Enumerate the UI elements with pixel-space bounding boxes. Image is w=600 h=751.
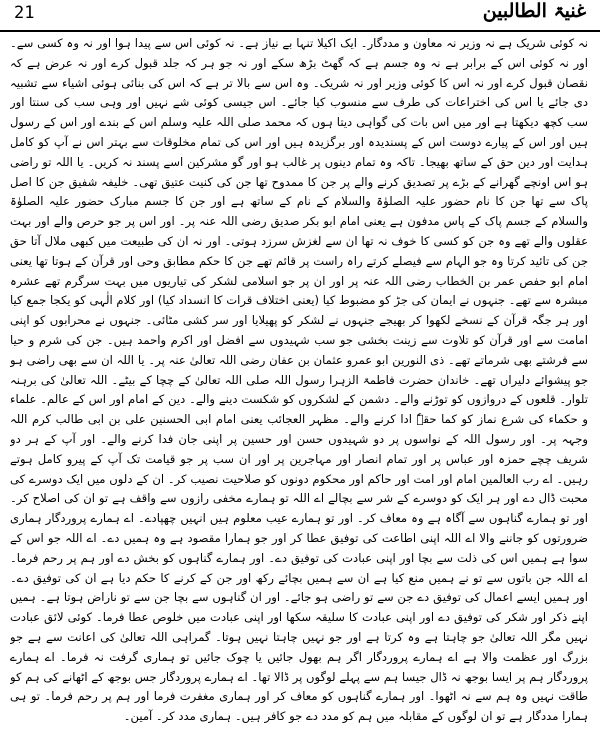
- page-header: [0, 0, 600, 32]
- book-title: غنیۃ الطالبین: [482, 0, 586, 22]
- page-number: 21: [14, 3, 35, 23]
- body-text: [10, 34, 588, 746]
- body-paragraph: نہ کوئی شریک ہے نہ وزیر نہ معاون و مددگار۔ ایک اکیلا تنہا بے نیاز ہے۔ نہ کوئی اس سے پیدا ہوا اور نہ وہ کسی سے۔ اور نہ کوئی اس کے برابر ہے نہ وہ جسم ہے کہ گھٹ بڑھ سکے اور نہ جو ہر کہ جلد قبول کرے اور نہ عرض ہے کہ نقصان قبول کرے اور نہ اس کا کوئی وزیر اور نہ شریک۔ وہ اس سے بالا تر ہے کہ اس کی بنائی ہوئی اشیاء سے تشبیہ دی جائے یا اس کی اختراعات کی طرف سے منسوب کیا جائے۔ اس جیسی کوئی شے نہیں اور وہی سب کی سنتا اور سب کچھ دیکھتا ہے اور میں اس بات کی گواہی دیتا ہوں کہ محمد صلی اللہ علیہ وسلم اس کے بندے اور اس کے رسول ہیں اور اس کے پیارے دوست اس کے پسندیدہ اور برگزیدہ ہیں اور اس کی تمام مخلوقات سے بہتر اس نے آپ کو کامل ہدایت اور دین حق کے ساتھ بھیجا۔ تاکہ وہ تمام دینوں پر غالب ہو اور گو مشرکین اسے پسند نہ کریں۔ یا اللہ تو راضی ہو اس اونچے گھرانے کے بڑے پر تصدیق کرنے والے پر جن کا ممدوح تھا جن کی کنیت عتیق تھی۔ خلیفہ شفیق جن کا اصل پاک سے تھا جن کا نام حضور علیہ الصلوٰۃ والسلام کے نام کے ساتھ ہے اور جن کا جسم مبارک حضور علیہ الصلوٰۃ والسلام کے جسم پاک کے پاس مدفون ہے یعنی امام ابو بکر صدیق رضی اللہ عنہ پر۔ اور اس پر جو حرص والے اور بہت عقلوں والے تھے وہ جن کو کسی کا خوف نہ تھا ان سے لغزش سرزد ہوتی۔ اور نہ ان کی طبیعت میں کبھی ملال آتا حق جن کی تائید کرتا وہ جو الہام سے فیصلے کرتے راہ راست پر قائم تھے جن کا حکم مطابق وحی اور قرآن کے ہوتا تھا یعنی امام ابو حفص عمر بن الخطاب رضی اللہ عنہ پر اور ان پر جو اسلامی لشکر کی تیاریوں میں بہت سرگرم تھے عشرہ مبشرہ سے تھے۔ جنہوں نے ایمان کی جڑ کو مضبوط کیا (یعنی اختلاف قرات کا انسداد کیا) اور کلام الٰہی کو یکجا جمع کیا اور ہر جگہ قرآن کے نسخے لکھوا کر بھیجے جنہوں نے لشکر کو پھیلایا اور سر کشی مٹائی۔ جنہوں نے محرابوں کو اپنی امامت سے اور قرآن کو تلاوت سے زینت بخشی جو سب شہیدوں سے افضل اور اکرم واحمد ہیں۔ جن کی شرم و حیا سے فرشتے بھی شرماتے تھے۔ ذی النورین ابو عمرو عثمان بن عفان رضی اللہ تعالیٰ عنہ پر۔ یا اللہ ان سے بھی راضی ہو جو پیشوائے دلیراں تھے۔ خاندان حضرت فاطمۃ الزہرا رسول اللہ صلی اللہ تعالیٰ کے چچا کے بیٹے۔ اللہ تعالیٰ کی برہنہ تلوار۔ قلعوں کے دروازوں کو توڑنے والے۔ دشمن کے لشکروں کو شکست دینے والے۔ دین کے امام اور اس کے عالم۔ علماء و حکماء کی شرع نماز کو کما حقہٗ ادا کرنے والے۔ مظہر العجائب یعنی امام ابی الحسنین علی بن ابی طالب کرم اللہ وجہہ پر۔ اور رسول اللہ کے نواسوں پر دو شہیدوں حسن اور حسین پر اپنی جان فدا کرنے والے۔ اور آپ کے ہر دو شریف چچے حمزہ اور عباس پر اور تمام انصار اور مہاجرین پر اور ان سب پر جو قیامت تک آپ کے پیرو کامل ہوتے رہیں۔ اے رب العالمین امام اور امت اور حاکم اور محکوم دونوں کو صلاحیت نصیب کر۔ ان کے دلوں میں ایک دوسرے کی محبت ڈال دے اور ہر ایک کو دوسرے کے شر سے بچالے اے اللہ تو ہمارے مخفی رازوں سے واقف ہے تو ان کی اصلاح کر۔ اور تو ہمارے گناہوں سے آگاہ ہے وہ معاف کر۔ اور تو ہمارے عیب معلوم ہیں انہیں چھپادے۔ اے ہمارے پروردگار ہماری ضرورتوں کو جاننے والا اے اللہ اپنی اطاعت کی توفیق عطا کر اور جو ہمارا مقصود ہے وہ ہمیں دے۔ اے اللہ جو اس کے سوا ہے ہمیں اس کی ذلت سے بچا اور اپنی عبادت کی توفیق دے۔ اور ہمارے گناہوں کو بخش دے اور ہم پر رحم فرما۔ اے اللہ جن باتوں سے تو نے ہمیں منع کیا ہے ان سے ہمیں بچائے رکھ اور جن کے کرنے کا حکم دیا ہے ان کی توفیق دے۔ اور ہمیں ایسے اعمال کی توفیق دے جن سے تو راضی ہو جائے۔ اور ان گناہوں سے بچا جن سے تو ناراض ہوتا ہے۔ ہمیں اپنے ذکر اور شکر کی توفیق دے اور اپنی عبادت کا سلیقہ سکھا اور اپنی عبادت میں خلوص عطا فرما۔ کوئی لائق عبادت نہیں مگر اللہ تعالیٰ جو چاہتا ہے وہ کرتا ہے اور جو نہیں چاہتا نہیں ہوتا۔ گمراہی اللہ تعالیٰ کی اعانت سے ہے جو بزرگ اور عظمت والا ہے اے ہمارے پروردگار اگر ہم بھول جائیں یا چوک جائیں تو ہماری گرفت نہ فرما۔ اے ہمارے پروردگار ہم پر ایسا بوجھ نہ ڈال جیسا ہم سے پہلے لوگوں پر ڈالا تھا۔ اے ہمارے پروردگار جس بوجھ کے اٹھانے کی ہم کو طاقت نہیں وہ ہم سے نہ اٹھوا۔ اور ہمارے گناہوں کو معاف کر اور ہماری مغفرت فرما اور ہم پر رحم فرما۔ تو ہی ہمارا مددگار ہے تو ان لوگوں کے مقابلہ میں ہم کو مدد دے جو کافر ہیں۔ ہماری مدد کر۔ آمین۔: [10, 36, 588, 724]
